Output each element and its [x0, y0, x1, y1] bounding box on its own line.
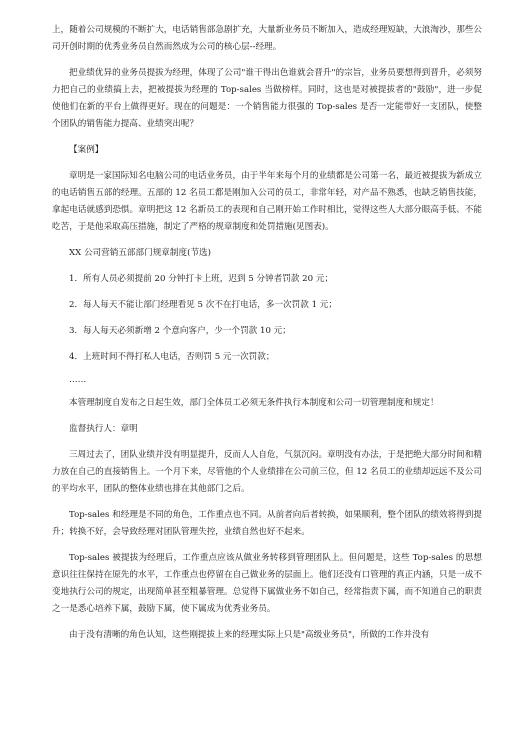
- paragraph-promotion: 把业绩优异的业务员提拔为经理，体现了公司"谁干得出色谁就会晋升"的宗旨，业务员要想得到晋升，必须努力把自己的业绩搞上去，把被提拔为经理的 Top-sales 当做榜样。同时，这也是对被提拔者的"鼓励"，进一步促使他们在新的平台上做得更好。现在的问题是：一个销售能力很强的 Top-sales 是否一定能带好一支团队，使整个团队的销售能力提高、业绩突出呢？: [52, 68, 482, 129]
- rule-item: 2．每人每天不能让部门经理看见 5 次不在打电话，多一次罚款 1 元；: [69, 300, 337, 310]
- ellipsis: ……: [69, 375, 87, 385]
- paragraph-role-cognition: 由于没有清晰的角色认知，这些刚提拔上来的经理实际上只是"高级业务员"，所做的工作并没有: [69, 630, 430, 640]
- rule-item: 3．每人每天必须新增 2 个意向客户，少一个罚款 10 元；: [69, 326, 291, 336]
- paragraph-effective: 本管理制度自发布之日起生效，部门全体员工必须无条件执行本制度和公司一切管理制度和规定！: [69, 398, 439, 408]
- rule-item: 1．所有人员必须提前 20 分钟打卡上班，迟到 5 分钟者罚款 20 元；: [69, 274, 334, 284]
- paragraph-intro: 上，随着公司规模的不断扩大，电话销售部急剧扩充，大量新业务员不断加入，造成经理短缺，大浪淘沙，那些公司开创时期的优秀业务员自然而然成为公司的核心层--经理。: [52, 25, 482, 52]
- regulation-title: XX 公司营销五部部门规章制度(节选): [69, 248, 211, 258]
- paragraph-outcome: 三周过去了，团队业绩并没有明显提升，反而人人自危，气氛沉闷。章明没有办法，于是把绝大部分时间和精力放在自己的直接销售上。一个月下来，尽管他的个人业绩排在公司前三位，但 12 名员工的业绩却远远不及公司的平均水平，团队的整体业绩也排在其他部门之后。: [52, 450, 482, 494]
- paragraph-roles: Top-sales 和经理是不同的角色，工作重点也不同。从前者向后者转换，如果顺利，整个团队的绩效将得到提升；转换不好，会导致经理对团队管理失控，业绩自然也好不起来。: [52, 510, 482, 537]
- supervisor-line: 监督执行人：章明: [69, 424, 138, 434]
- rule-item: 4．上班时间不得打私人电话，否则罚 5 元一次罚款；: [69, 352, 275, 362]
- paragraph-focus: Top-sales 被提拔为经理后，工作重点应该从做业务转移到管理团队上。但问题是，这些 Top-sales 的思想意识往往保持在原先的水平，工作重点也停留在自己做业务的层面上。他们还没有口管理的真正内涵，只是一成不变地执行公司的规定，出现简单甚至粗暴管理。总觉得下属做业务不如自己，经常指责下属，而不知道自己的职责之一是悉心培养下属，鼓励下属，使下属成为优秀业务员。: [52, 553, 482, 614]
- case-heading: 【案例】: [69, 145, 104, 155]
- paragraph-case: 章明是一家国际知名电脑公司的电话业务员，由于半年来每个月的业绩都是公司第一名，最近被提拔为新成立的电话销售五部的经理。五部的 12 名员工都是刚加入公司的员工，非常年轻，对产品不熟悉，也缺乏销售技能，拿起电话就感到恐惧。章明把这 12 名新员工的表现和自己刚开始工作时相比，觉得这些人大部分眼高手低、不能吃苦，于是他采取高压措施，制定了严格的规章制度和处罚措施(见图表)。: [52, 171, 482, 232]
- document-page: [52, 22, 482, 644]
